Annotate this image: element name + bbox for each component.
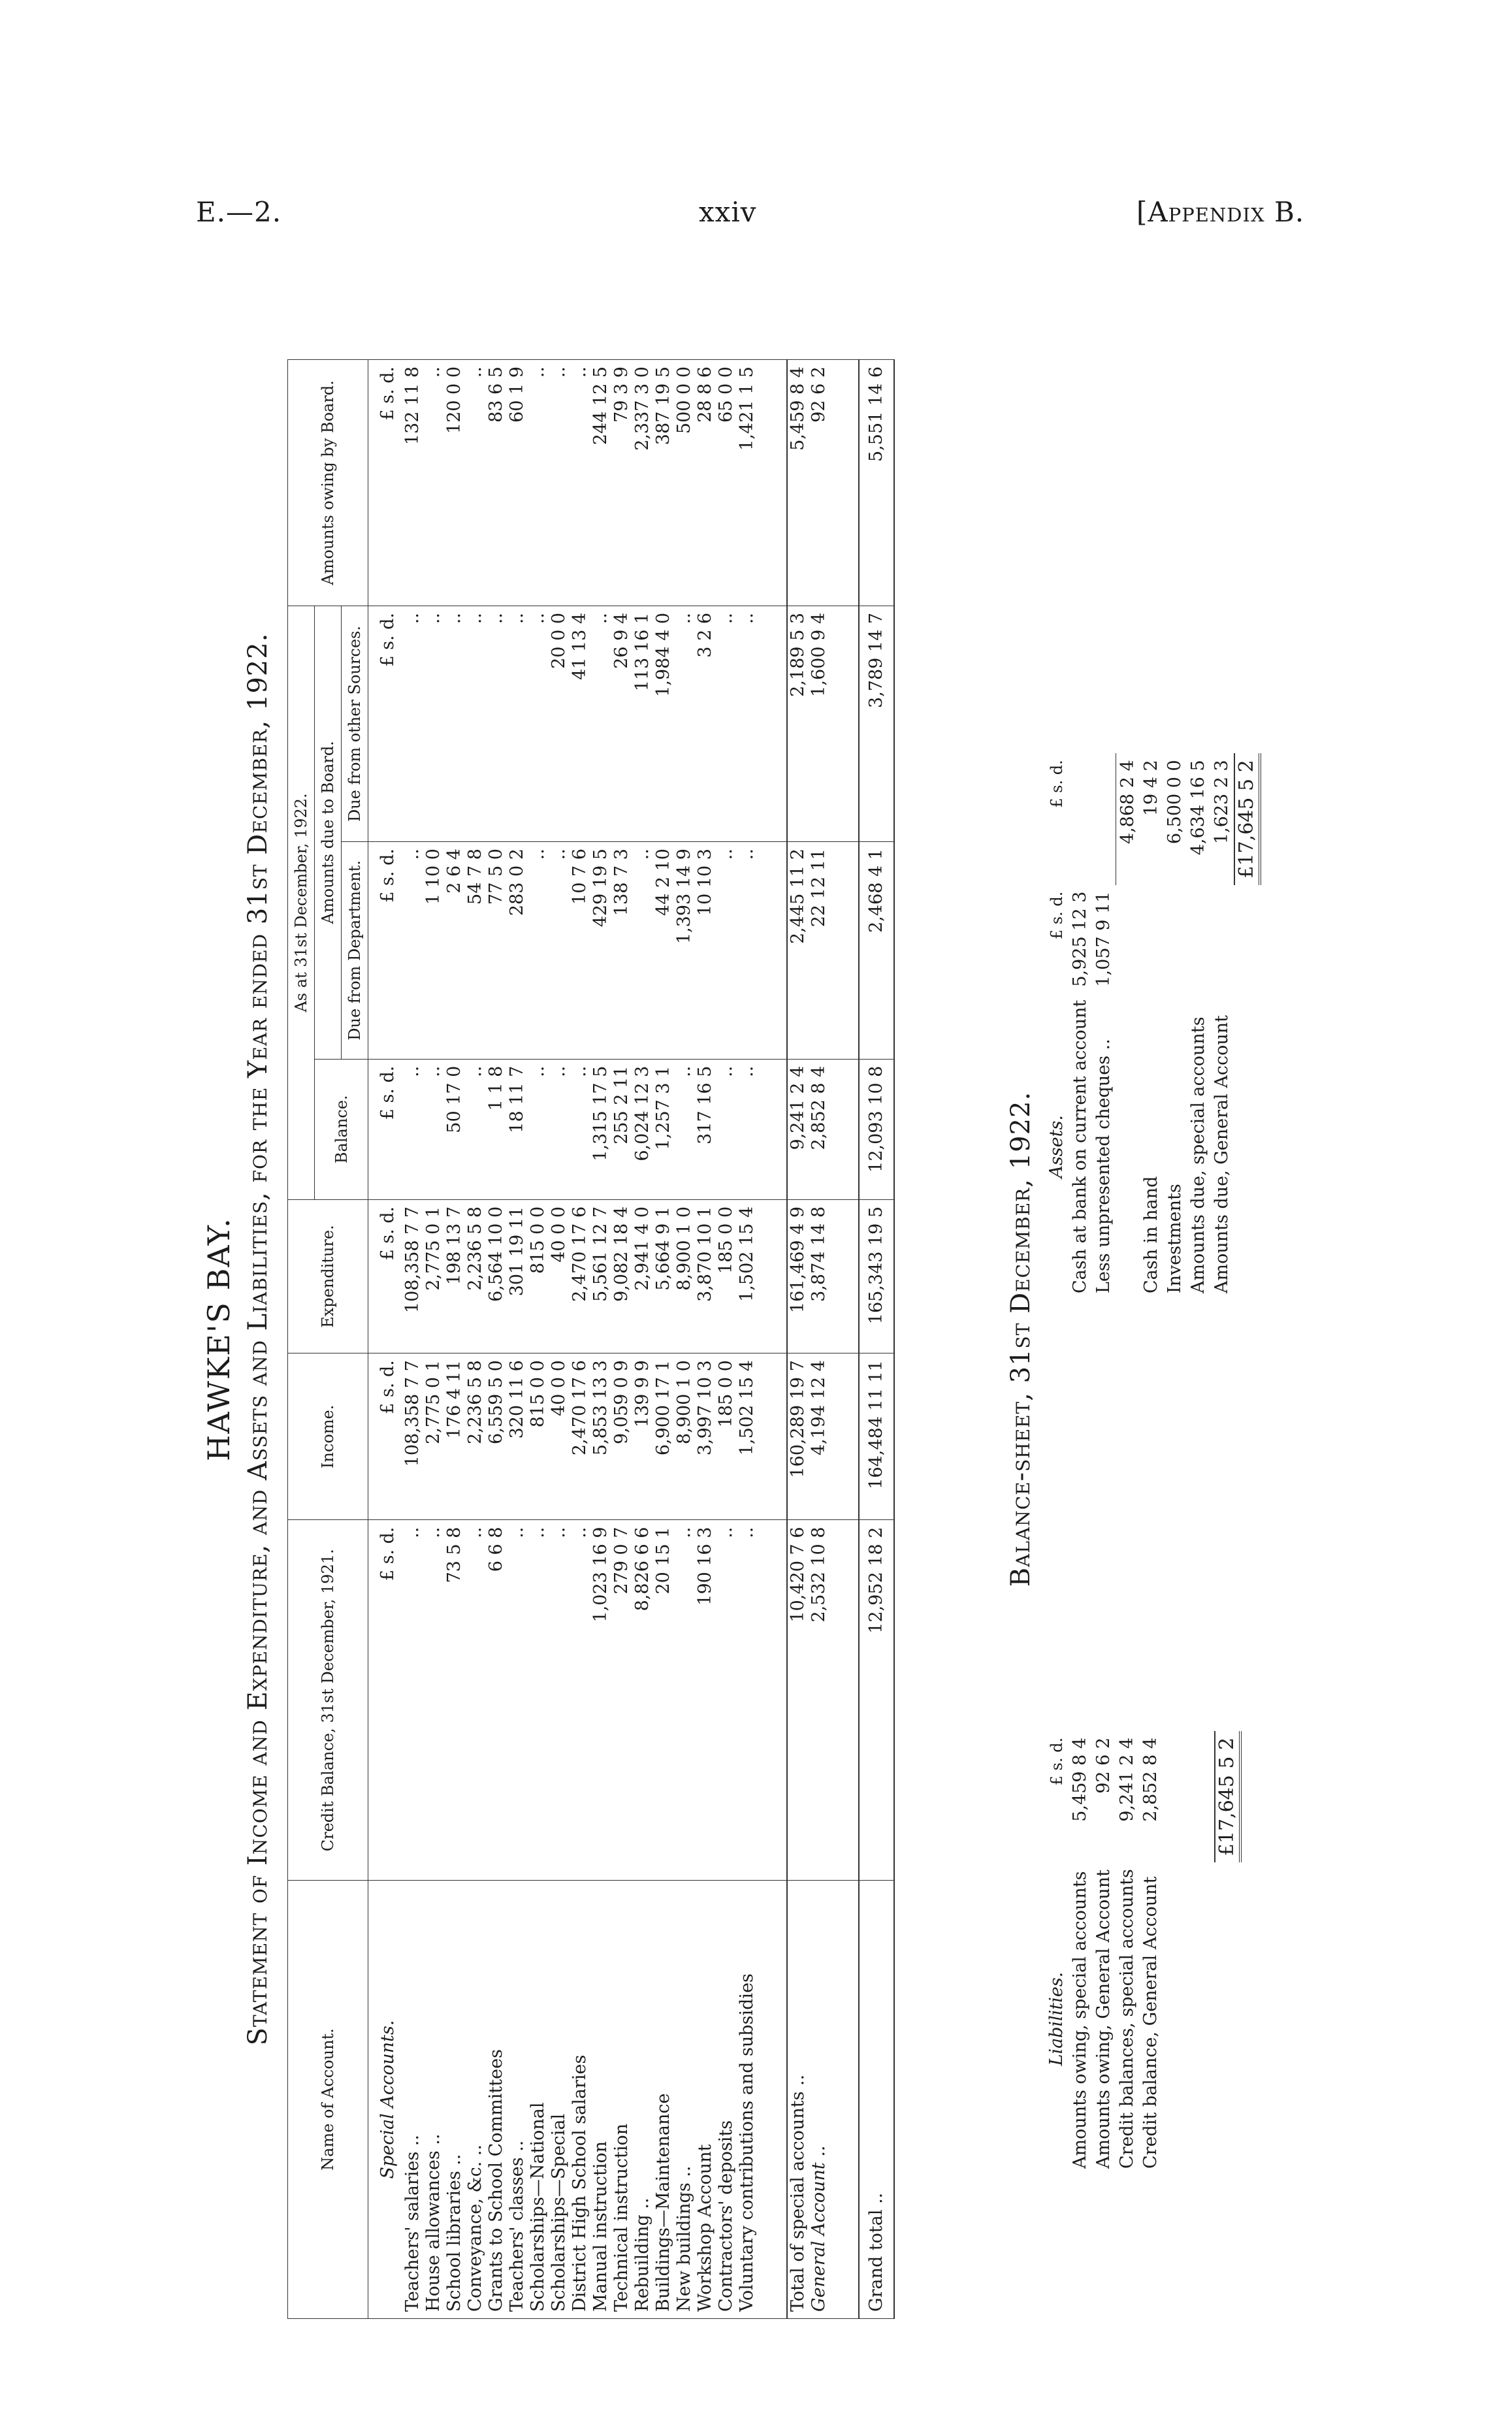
amount-other: .. — [507, 606, 528, 841]
list-item — [1116, 1731, 1139, 2175]
amount-bal: .. — [549, 1059, 570, 1199]
amount-dept: 77 5 0 — [486, 842, 507, 1060]
amount-credit: .. — [549, 1520, 570, 1881]
account-name: Scholarships—Special — [549, 1881, 570, 2319]
list-item — [1139, 1731, 1163, 2175]
account-name: Conveyance, &c. .. — [465, 1881, 486, 2319]
account-name: New buildings .. — [674, 1881, 695, 2319]
liabilities-list — [1069, 1731, 1163, 2175]
amount-exp: 161,469 4 9 — [787, 1199, 809, 1353]
col-amounts-due: Amounts due to Board. — [315, 606, 342, 1059]
account-name: Rebuilding .. — [632, 1881, 653, 2319]
col-due-other: Due from other Sources. — [342, 606, 368, 841]
amount-exp: 108,358 7 7 — [402, 1199, 423, 1353]
amount-credit: 12,952 18 2 — [859, 1520, 894, 1881]
amount-bal: 18 11 7 — [507, 1059, 528, 1199]
liabilities-total: £17,645 5 2 — [1215, 1731, 1240, 1862]
asset-label — [1116, 994, 1140, 1300]
list-item — [1069, 753, 1092, 1300]
col-owing: Amounts owing by Board. — [288, 360, 368, 606]
amount-credit: 8,826 6 6 — [632, 1520, 653, 1881]
spacer-row — [829, 360, 859, 2319]
amount-dept: .. — [632, 842, 653, 1060]
amount-credit: .. — [716, 1520, 737, 1881]
account-name: Voluntary contributions and subsidies — [737, 1881, 758, 2319]
amount-exp: 5,561 12 7 — [590, 1199, 611, 1353]
asset-label: Investments — [1164, 1184, 1185, 1293]
table-row — [787, 360, 809, 2319]
amount-credit: .. — [507, 1520, 528, 1881]
amount-exp: 301 19 11 — [507, 1199, 528, 1353]
asset-amount: 1,623 2 3 — [1211, 760, 1232, 845]
amount-bal: 255 2 11 — [611, 1059, 632, 1199]
appendix-label: [Appendix B. — [1136, 196, 1305, 228]
amount-dept: .. — [402, 842, 423, 1060]
liability-amount: 5,459 8 4 — [1070, 1737, 1090, 1822]
asset-label: Cash in hand — [1140, 1176, 1161, 1293]
amount-income: 8,900 1 0 — [674, 1353, 695, 1520]
account-name: Teachers' classes .. — [507, 1881, 528, 2319]
accounts-body — [368, 360, 895, 2319]
list-item — [1187, 753, 1210, 1300]
amount-income: 5,853 13 3 — [590, 1353, 611, 1520]
amount-income: 320 11 6 — [507, 1353, 528, 1520]
list-item — [1069, 1731, 1092, 2175]
amount-owing: 500 0 0 — [674, 360, 695, 606]
amount-credit: 279 0 7 — [611, 1520, 632, 1881]
asset-subamount — [1140, 885, 1163, 994]
amount-exp: 6,564 10 0 — [486, 1199, 507, 1353]
amount-owing: 65 0 0 — [716, 360, 737, 606]
amount-owing: .. — [549, 360, 570, 606]
amount-credit: 6 6 8 — [486, 1520, 507, 1881]
amount-exp: 1,502 15 4 — [737, 1199, 758, 1353]
amount-dept: 44 2 10 — [653, 842, 674, 1060]
amount-other: 20 0 0 — [549, 606, 570, 841]
amount-exp: 198 13 7 — [444, 1199, 465, 1353]
asset-subamount: 5,925 12 3 — [1070, 891, 1090, 987]
asset-amount: 4,634 16 5 — [1187, 760, 1208, 856]
asset-subamount — [1210, 885, 1234, 994]
account-name: Teachers' salaries .. — [402, 1881, 423, 2319]
unit-label: £ s. d. — [368, 1520, 403, 1881]
amount-owing: .. — [570, 360, 590, 606]
amount-credit: 1,023 16 9 — [590, 1520, 611, 1881]
table-row — [570, 360, 590, 2319]
amount-owing: 92 6 2 — [809, 360, 829, 606]
page-number: xxiv — [699, 196, 757, 228]
asset-amount — [1069, 753, 1092, 884]
amount-exp: 2,236 5 8 — [465, 1199, 486, 1353]
amount-other: 3,789 14 7 — [859, 606, 894, 841]
account-name: District High School salaries — [570, 1881, 590, 2319]
unit-label: £ s. d. — [368, 1353, 403, 1520]
amount-bal: .. — [570, 1059, 590, 1199]
amount-dept: 1 10 0 — [423, 842, 444, 1060]
table-row — [528, 360, 549, 2319]
table-row — [590, 360, 611, 2319]
amount-dept: 429 19 5 — [590, 842, 611, 1060]
amount-dept: 10 10 3 — [695, 842, 716, 1060]
amount-credit: 190 16 3 — [695, 1520, 716, 1881]
statement-title: Statement of Income and Expenditure, and Assets and Liabilities, for the Year ended 31st December, 1922. — [243, 632, 273, 2046]
amount-bal: .. — [402, 1059, 423, 1199]
amount-income: 2,236 5 8 — [465, 1353, 486, 1520]
col-credit: Credit Balance, 31st December, 1921. — [288, 1520, 368, 1881]
amount-credit: 20 15 1 — [653, 1520, 674, 1881]
district-title: HAWKE'S BAY. — [201, 1217, 236, 1461]
amount-exp: 185 0 0 — [716, 1199, 737, 1353]
liability-amount: 2,852 8 4 — [1140, 1737, 1161, 1822]
account-name: Technical instruction — [611, 1881, 632, 2319]
table-row — [653, 360, 674, 2319]
amount-income: 815 0 0 — [528, 1353, 549, 1520]
amount-owing: .. — [528, 360, 549, 606]
amount-owing: 79 3 9 — [611, 360, 632, 606]
liabilities-heading: Liabilities. — [1046, 1971, 1067, 2066]
amount-credit: .. — [465, 1520, 486, 1881]
table-row — [611, 360, 632, 2319]
amount-bal: 2,852 8 4 — [809, 1059, 829, 1199]
assets-list — [1069, 753, 1234, 1300]
amount-other: 1,984 4 0 — [653, 606, 674, 841]
account-name: Workshop Account — [695, 1881, 716, 2319]
amount-income: 9,059 0 9 — [611, 1353, 632, 1520]
amount-income: 40 0 0 — [549, 1353, 570, 1520]
amount-income: 176 4 11 — [444, 1353, 465, 1520]
amount-owing: 28 8 6 — [695, 360, 716, 606]
amount-other: .. — [423, 606, 444, 841]
amount-dept: 54 7 8 — [465, 842, 486, 1060]
amount-income: 164,484 11 11 — [859, 1353, 894, 1520]
amount-income: 185 0 0 — [716, 1353, 737, 1520]
amount-exp: 3,870 10 1 — [695, 1199, 716, 1353]
amount-other: 41 13 4 — [570, 606, 590, 841]
amount-income: 2,470 17 6 — [570, 1353, 590, 1520]
col-as-at: As at 31st December, 1922. — [288, 606, 315, 1199]
col-due-dept: Due from Department. — [342, 842, 368, 1060]
amount-dept: 283 0 2 — [507, 842, 528, 1060]
amount-other: 2,189 5 3 — [787, 606, 809, 841]
list-item — [1163, 753, 1187, 1300]
amount-other: .. — [716, 606, 737, 841]
amount-bal: .. — [674, 1059, 695, 1199]
amount-dept: .. — [716, 842, 737, 1060]
amount-dept: 1,393 14 9 — [674, 842, 695, 1060]
unit-label: £ s. d. — [1048, 1737, 1066, 1786]
asset-label: Less unpresented cheques .. — [1093, 1039, 1114, 1293]
amount-bal: 9,241 2 4 — [787, 1059, 809, 1199]
asset-subamount: 1,057 9 11 — [1093, 891, 1114, 987]
amount-owing: 120 0 0 — [444, 360, 465, 606]
amount-bal: 317 16 5 — [695, 1059, 716, 1199]
section-row — [368, 360, 403, 2319]
col-expenditure: Expenditure. — [288, 1199, 368, 1353]
account-name: House allowances .. — [423, 1881, 444, 2319]
account-name: Scholarships—National — [528, 1881, 549, 2319]
amount-owing: 2,337 3 0 — [632, 360, 653, 606]
amount-income: 139 9 9 — [632, 1353, 653, 1520]
asset-label: Cash at bank on current account — [1070, 999, 1090, 1293]
amount-credit: 73 5 8 — [444, 1520, 465, 1881]
asset-subamount — [1187, 885, 1210, 994]
list-item — [1092, 1731, 1116, 2175]
amount-bal: .. — [737, 1059, 758, 1199]
table-row — [695, 360, 716, 2319]
asset-subamount — [1163, 885, 1187, 994]
asset-label: Amounts due, General Account — [1212, 1014, 1232, 1293]
table-row — [737, 360, 758, 2319]
unit-label: £ s. d. — [368, 842, 403, 1060]
amount-other: 3 2 6 — [695, 606, 716, 841]
amount-bal: 1,257 3 1 — [653, 1059, 674, 1199]
amount-dept: .. — [737, 842, 758, 1060]
account-name: Grants to School Committees — [486, 1881, 507, 2319]
amount-income: 6,900 17 1 — [653, 1353, 674, 1520]
amount-other: .. — [402, 606, 423, 841]
amount-dept: 138 7 3 — [611, 842, 632, 1060]
col-balance: Balance. — [315, 1059, 368, 1199]
asset-label: Amounts due, special accounts — [1187, 1016, 1208, 1293]
amount-other: .. — [444, 606, 465, 841]
list-item — [1210, 753, 1234, 1300]
amount-bal: 1 1 8 — [486, 1059, 507, 1199]
rotated-content — [196, 359, 1470, 2319]
amount-dept: 2,445 11 2 — [787, 842, 809, 1060]
amount-bal: 1,315 17 5 — [590, 1059, 611, 1199]
amount-other: .. — [737, 606, 758, 841]
amount-other: 113 16 1 — [632, 606, 653, 841]
amount-bal: .. — [465, 1059, 486, 1199]
table-row — [674, 360, 695, 2319]
balance-sheet-title: Balance-sheet, 31st December, 1922. — [1006, 1091, 1036, 1587]
liability-label: Credit balance, General Account — [1140, 1876, 1161, 2169]
unit-label: £ s. d. — [1048, 760, 1066, 808]
amount-bal: .. — [423, 1059, 444, 1199]
amount-income: 4,194 12 4 — [809, 1353, 829, 1520]
amount-owing: 60 1 9 — [507, 360, 528, 606]
amount-income: 1,502 15 4 — [737, 1353, 758, 1520]
amount-owing: .. — [423, 360, 444, 606]
amount-credit: .. — [570, 1520, 590, 1881]
list-item — [1140, 753, 1163, 1300]
amount-other: .. — [486, 606, 507, 841]
table-row — [486, 360, 507, 2319]
col-income: Income. — [288, 1353, 368, 1520]
asset-amount: 6,500 0 0 — [1164, 760, 1185, 845]
unit-label: £ s. d. — [368, 1059, 403, 1199]
amount-owing: .. — [465, 360, 486, 606]
amount-dept: 10 7 6 — [570, 842, 590, 1060]
amount-bal: 12,093 10 8 — [859, 1059, 894, 1199]
amount-credit: .. — [402, 1520, 423, 1881]
amount-other: .. — [528, 606, 549, 841]
list-item — [1116, 753, 1140, 1300]
asset-amount: 4,868 2 4 — [1116, 753, 1140, 884]
assets-block — [1045, 753, 1261, 1300]
amount-credit: .. — [528, 1520, 549, 1881]
list-item — [1092, 753, 1116, 1300]
amount-income: 108,358 7 7 — [402, 1353, 423, 1520]
amount-dept: .. — [528, 842, 549, 1060]
table-row — [809, 360, 829, 2319]
amount-other: 26 9 4 — [611, 606, 632, 841]
liability-label: Credit balances, special accounts — [1117, 1869, 1137, 2169]
amount-income: 160,289 19 7 — [787, 1353, 809, 1520]
account-name: Buildings—Maintenance — [653, 1881, 674, 2319]
amount-owing: 5,459 8 4 — [787, 360, 809, 606]
amount-bal: 50 17 0 — [444, 1059, 465, 1199]
amount-exp: 9,082 18 4 — [611, 1199, 632, 1353]
table-row — [465, 360, 486, 2319]
asset-amount: 19 4 2 — [1140, 760, 1161, 817]
table-row — [716, 360, 737, 2319]
page-ref: E.—2. — [196, 196, 282, 228]
amount-credit: .. — [423, 1520, 444, 1881]
accounts-table — [287, 359, 895, 2319]
unit-label: £ s. d. — [368, 1199, 403, 1353]
amount-exp: 2,941 4 0 — [632, 1199, 653, 1353]
account-name: Contractors' deposits — [716, 1881, 737, 2319]
amount-exp: 40 0 0 — [549, 1199, 570, 1353]
amount-exp: 815 0 0 — [528, 1199, 549, 1353]
table-row — [402, 360, 423, 2319]
table-row — [423, 360, 444, 2319]
amount-dept: 22 12 11 — [809, 842, 829, 1060]
amount-bal: 6,024 12 3 — [632, 1059, 653, 1199]
amount-exp: 3,874 14 8 — [809, 1199, 829, 1353]
spacer-row — [758, 360, 787, 2319]
amount-dept: 2 6 4 — [444, 842, 465, 1060]
account-name: School libraries .. — [444, 1881, 465, 2319]
amount-income: 3,997 10 3 — [695, 1353, 716, 1520]
amount-exp: 2,470 17 6 — [570, 1199, 590, 1353]
table-row — [549, 360, 570, 2319]
table-row — [507, 360, 528, 2319]
amount-credit: .. — [737, 1520, 758, 1881]
liabilities-block — [1045, 1731, 1242, 2175]
amount-other: .. — [674, 606, 695, 841]
amount-owing: 244 12 5 — [590, 360, 611, 606]
liability-label: Amounts owing, special accounts — [1070, 1871, 1090, 2169]
unit-label: £ s. d. — [1048, 891, 1066, 940]
account-name: Grand total .. — [859, 1881, 894, 2319]
amount-dept: .. — [549, 842, 570, 1060]
amount-credit: 10,420 7 6 — [787, 1520, 809, 1881]
liability-amount: 9,241 2 4 — [1117, 1737, 1137, 1822]
amount-bal: .. — [716, 1059, 737, 1199]
asset-subamount — [1116, 885, 1140, 994]
table-row — [859, 360, 894, 2319]
assets-total: £17,645 5 2 — [1234, 753, 1260, 884]
amount-other: .. — [590, 606, 611, 841]
amount-income: 2,775 0 1 — [423, 1353, 444, 1520]
section-label: Special Accounts. — [368, 1881, 403, 2319]
amount-dept: 2,468 4 1 — [859, 842, 894, 1060]
table-row — [444, 360, 465, 2319]
asset-amount — [1092, 753, 1116, 884]
unit-label: £ s. d. — [368, 360, 403, 606]
amount-exp: 8,900 1 0 — [674, 1199, 695, 1353]
liability-amount: 92 6 2 — [1093, 1737, 1114, 1794]
amount-owing: 1,421 1 5 — [737, 360, 758, 606]
assets-heading: Assets. — [1046, 1115, 1067, 1178]
amount-credit: 2,532 10 8 — [809, 1520, 829, 1881]
amount-exp: 2,775 0 1 — [423, 1199, 444, 1353]
account-name: General Account .. — [809, 1881, 829, 2319]
amount-owing: 387 19 5 — [653, 360, 674, 606]
liability-label: Amounts owing, General Account — [1093, 1869, 1114, 2169]
col-name: Name of Account. — [288, 1881, 368, 2319]
amount-income: 6,559 5 0 — [486, 1353, 507, 1520]
table-row — [632, 360, 653, 2319]
unit-label: £ s. d. — [368, 606, 403, 841]
amount-exp: 165,343 19 5 — [859, 1199, 894, 1353]
amount-other: .. — [465, 606, 486, 841]
amount-bal: .. — [528, 1059, 549, 1199]
amount-owing: 132 11 8 — [402, 360, 423, 606]
account-name: Total of special accounts .. — [787, 1881, 809, 2319]
amount-owing: 5,551 14 6 — [859, 360, 894, 606]
account-name: Manual instruction — [590, 1881, 611, 2319]
amount-owing: 83 6 5 — [486, 360, 507, 606]
amount-credit: .. — [674, 1520, 695, 1881]
amount-other: 1,600 9 4 — [809, 606, 829, 841]
amount-exp: 5,664 9 1 — [653, 1199, 674, 1353]
